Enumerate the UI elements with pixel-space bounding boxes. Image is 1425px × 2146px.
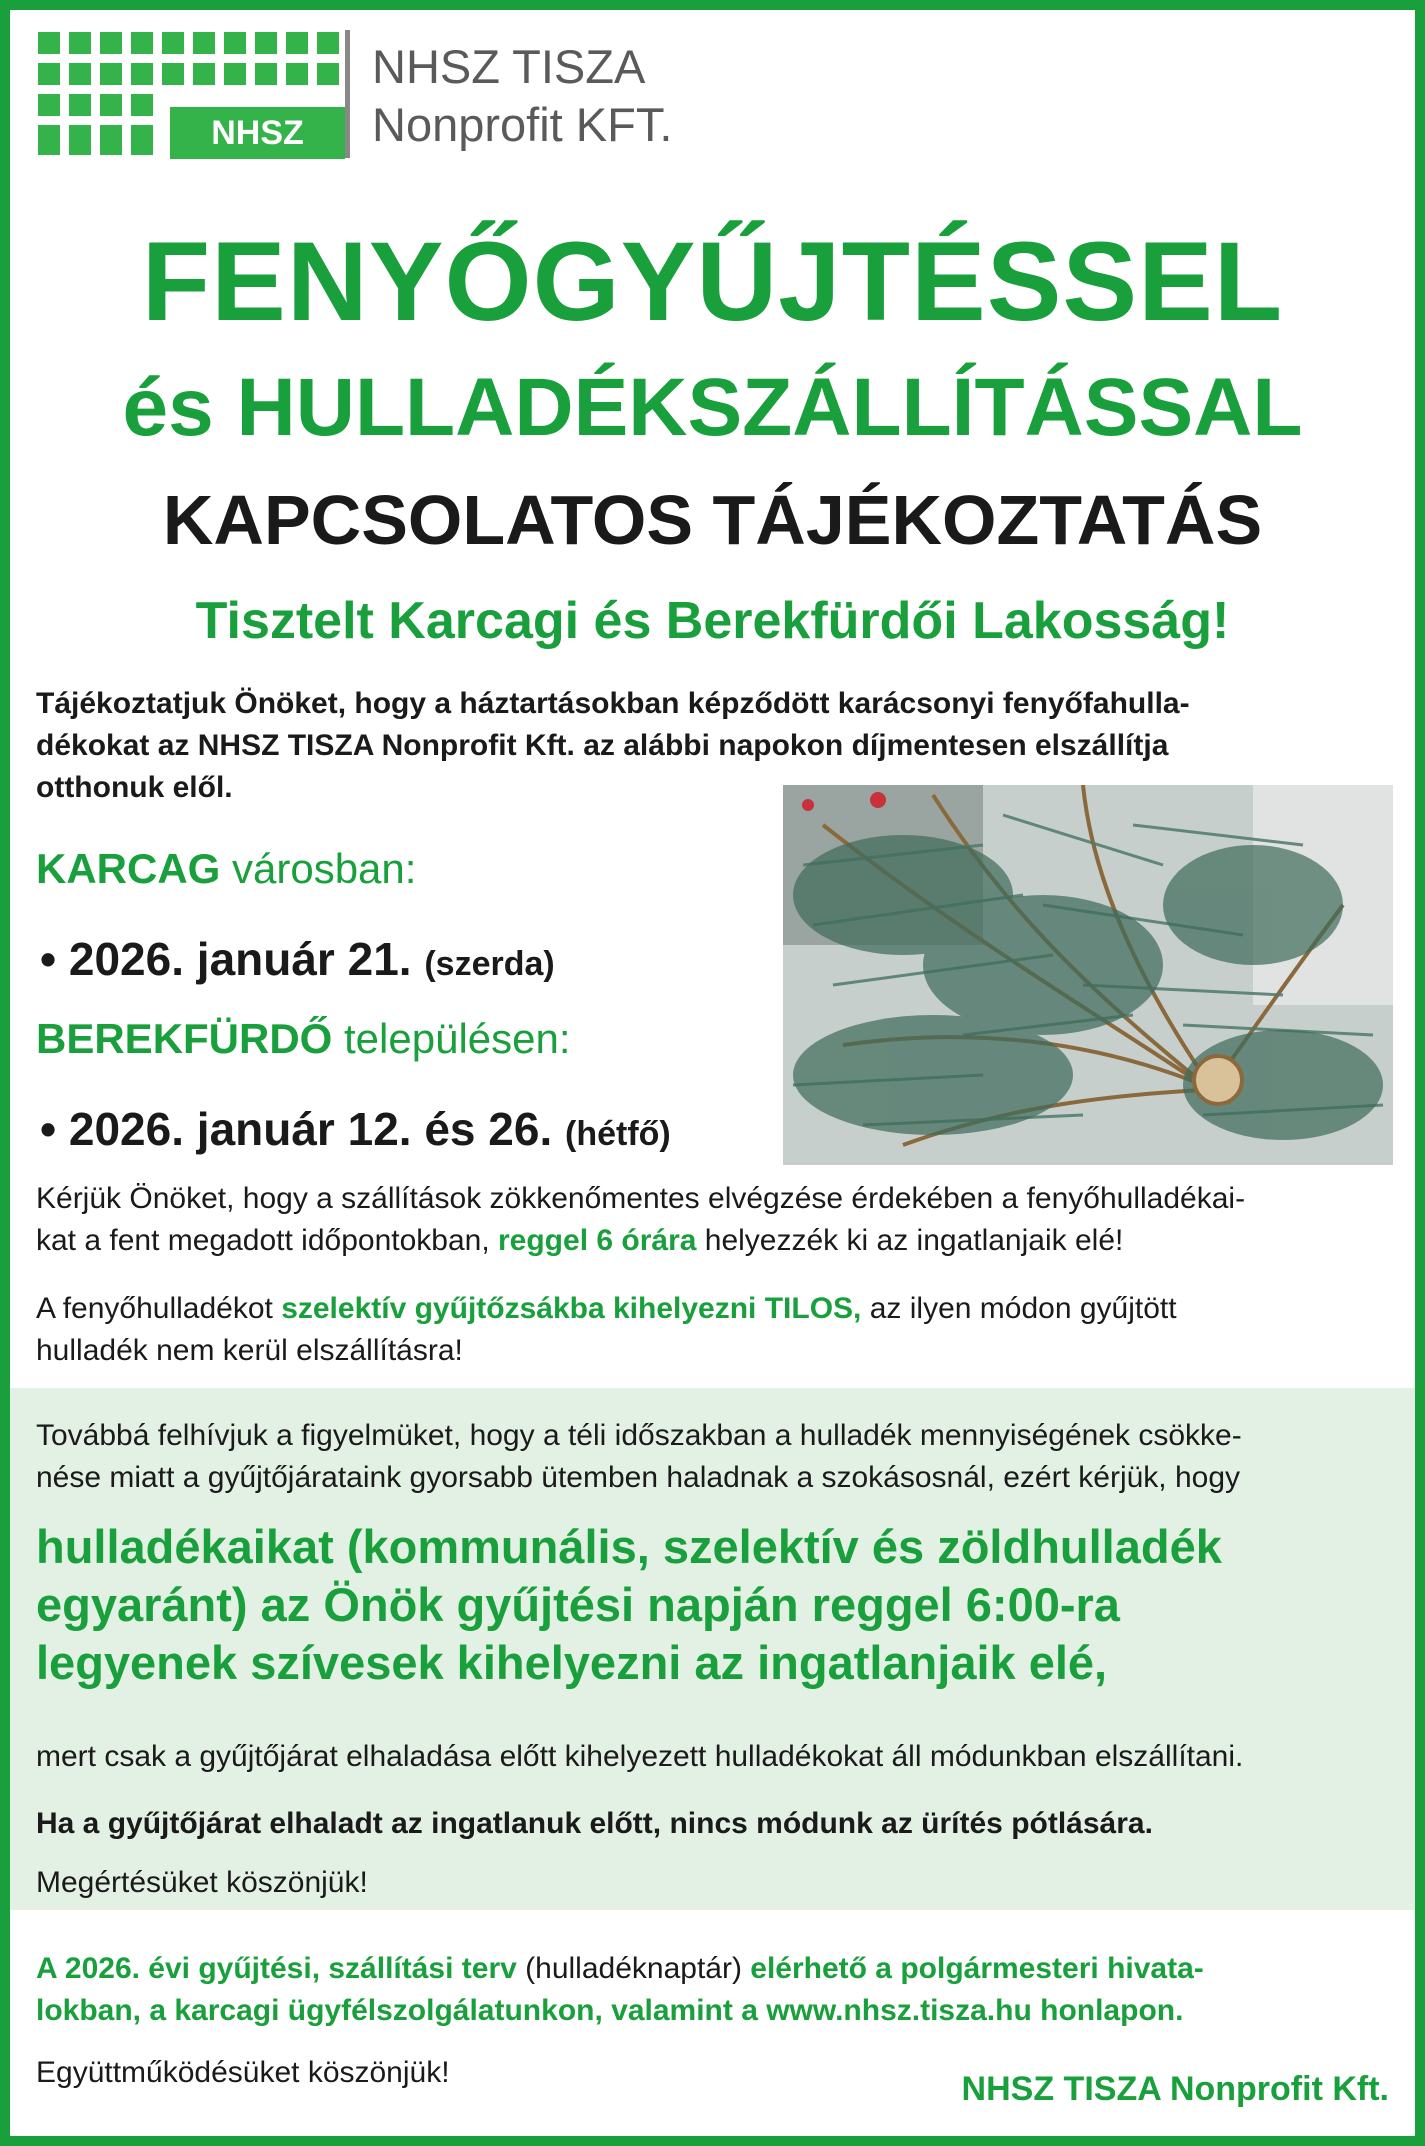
karcag-date-row bbox=[40, 932, 555, 986]
logo-dot bbox=[100, 94, 122, 116]
berek-day: (hétfő) bbox=[565, 1115, 671, 1153]
bullet: • bbox=[40, 1103, 57, 1155]
warning-highlight: szelektív gyűjtőzsákba kihelyezni TILOS, bbox=[281, 1292, 862, 1325]
notice-intro bbox=[36, 1415, 1389, 1499]
logo-dot bbox=[193, 63, 215, 85]
request-paragraph bbox=[36, 1178, 1389, 1262]
karcag-date: 2026. január 21. bbox=[68, 933, 412, 985]
karcag-heading bbox=[36, 845, 416, 893]
logo-dot bbox=[69, 63, 91, 85]
logo-dot bbox=[162, 63, 184, 85]
logo-badge: NHSZ bbox=[170, 107, 345, 159]
logo-dot bbox=[224, 63, 246, 85]
logo-separator bbox=[345, 30, 350, 158]
logo-dot bbox=[69, 125, 91, 155]
request-line2-end: helyezzék ki az ingatlanjaik elé! bbox=[696, 1224, 1124, 1257]
footer-paragraph bbox=[36, 1948, 1389, 2032]
nhsz-logo bbox=[38, 32, 343, 160]
logo-dot bbox=[193, 32, 215, 54]
title-line1: FENYŐGYŰJTÉSSEL bbox=[141, 219, 1284, 344]
warning-paragraph bbox=[36, 1288, 1389, 1372]
notice-emphasis bbox=[36, 1518, 1389, 1692]
logo-dot bbox=[255, 63, 277, 85]
notice-thanks: Megértésüket köszönjük! bbox=[36, 1866, 368, 1899]
berek-name: BEREKFÜRDŐ bbox=[36, 1015, 333, 1062]
footer-end: elérhető a polgármesteri hivata- bbox=[741, 1952, 1204, 1985]
notice-big3: legyenek szívesek kihelyezni az ingatlanjaik elé, bbox=[36, 1636, 1108, 1689]
request-line2-start: kat a fent megadott időpontokban, bbox=[36, 1224, 498, 1257]
karcag-name: KARCAG bbox=[36, 845, 221, 892]
logo-dot bbox=[69, 32, 91, 54]
berek-suffix: településen: bbox=[332, 1015, 571, 1062]
intro-line1: Tájékoztatjuk Önöket, hogy a háztartásokban képződött karácsonyi fenyőfahulla- bbox=[36, 687, 1190, 720]
pine-branch-illustration bbox=[783, 785, 1393, 1165]
bullet: • bbox=[40, 933, 57, 985]
company-line2: Nonprofit KFT. bbox=[372, 98, 673, 151]
berek-heading bbox=[36, 1015, 571, 1063]
logo-dot bbox=[131, 94, 153, 116]
company-line1: NHSZ TISZA bbox=[372, 40, 646, 93]
berek-date: 2026. január 12. és 26. bbox=[68, 1103, 553, 1155]
notice-big2: egyaránt) az Önök gyűjtési napján reggel 6:00-ra bbox=[36, 1578, 1120, 1631]
notice-big1: hulladékaikat (kommunális, szelektív és zöldhulladék bbox=[36, 1520, 1222, 1573]
pine-tree-photo bbox=[783, 785, 1393, 1165]
logo-dot bbox=[162, 32, 184, 54]
karcag-day: (szerda) bbox=[424, 945, 555, 983]
logo-dot bbox=[286, 63, 308, 85]
logo-dot bbox=[131, 125, 153, 155]
logo-dot bbox=[69, 94, 91, 116]
footer-line1 bbox=[36, 1948, 1389, 1990]
logo-dot bbox=[38, 125, 60, 155]
logo-dot bbox=[38, 63, 60, 85]
notice-after: mert csak a gyűjtőjárat elhaladása előtt kihelyezett hulladékokat áll módunkban elszállítani. bbox=[36, 1740, 1244, 1773]
greeting: Tisztelt Karcagi és Berekfürdői Lakosság! bbox=[195, 592, 1230, 650]
request-time-highlight: reggel 6 órára bbox=[498, 1224, 697, 1257]
logo-dot bbox=[100, 125, 122, 155]
warning-line1 bbox=[36, 1288, 1389, 1330]
footer-calendar: (hulladéknaptár) bbox=[525, 1952, 742, 1985]
intro-line2: dékokat az NHSZ TISZA Nonprofit Kft. az alábbi napokon díjmentesen elszállítja bbox=[36, 729, 1169, 762]
notice-bold: Ha a gyűjtőjárat elhaladt az ingatlanuk előtt, nincs módunk az ürítés pótlására. bbox=[36, 1807, 1153, 1840]
logo-dot bbox=[317, 32, 339, 54]
logo-dot bbox=[255, 32, 277, 54]
logo-dot bbox=[131, 63, 153, 85]
logo-dot bbox=[100, 32, 122, 54]
notice-line1: Továbbá felhívjuk a figyelmüket, hogy a téli időszakban a hulladék mennyiségének csökke- bbox=[36, 1419, 1242, 1452]
request-line2 bbox=[36, 1220, 1389, 1262]
logo-dot bbox=[317, 63, 339, 85]
footer-line2: lokban, a karcagi ügyfélszolgálatunkon, valamint a www.nhsz.tisza.hu honlapon. bbox=[36, 1994, 1184, 2027]
warning-end: az ilyen módon gyűjtött bbox=[861, 1292, 1177, 1325]
company-name bbox=[372, 38, 672, 154]
logo-dot bbox=[38, 32, 60, 54]
berek-date-row bbox=[40, 1102, 671, 1156]
warning-start: A fenyőhulladékot bbox=[36, 1292, 282, 1325]
logo-dot bbox=[38, 94, 60, 116]
footer-thanks: Együttműködésüket köszönjük! bbox=[36, 2056, 450, 2089]
intro-line3: otthonuk elől. bbox=[36, 771, 233, 804]
logo-dot bbox=[100, 63, 122, 85]
warning-line2: hulladék nem kerül elszállításra! bbox=[36, 1334, 463, 1367]
karcag-suffix: városban: bbox=[220, 845, 417, 892]
signature: NHSZ TISZA Nonprofit Kft. bbox=[961, 2070, 1389, 2108]
logo-dot bbox=[131, 32, 153, 54]
logo-dot bbox=[224, 32, 246, 54]
title-line2: és HULLADÉKSZÁLLÍTÁSSAL bbox=[122, 362, 1303, 453]
request-line1: Kérjük Önöket, hogy a szállítások zökkenőmentes elvégzése érdekében a fenyőhulladékai- bbox=[36, 1182, 1246, 1215]
notice-line2: nése miatt a gyűjtőjárataink gyorsabb ütemben haladnak a szokásosnál, ezért kérjük, hogy bbox=[36, 1461, 1241, 1494]
title-line3: KAPCSOLATOS TÁJÉKOZTATÁS bbox=[162, 481, 1263, 559]
logo-dot bbox=[286, 32, 308, 54]
footer-start: A 2026. évi gyűjtési, szállítási terv bbox=[36, 1952, 526, 1985]
